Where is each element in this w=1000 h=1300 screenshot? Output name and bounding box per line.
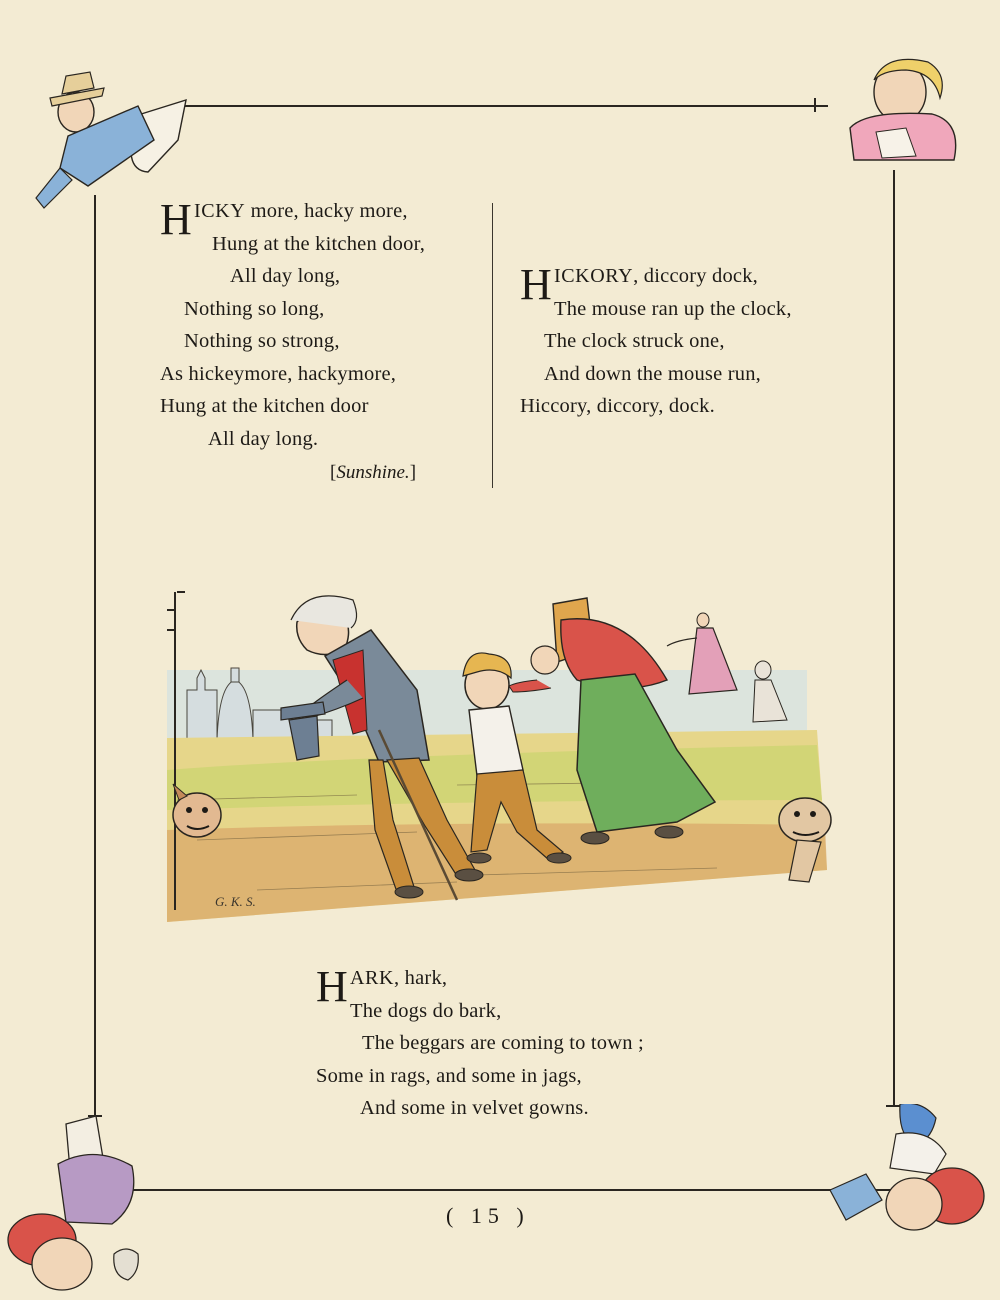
bracket-open: [ <box>330 462 337 483</box>
dropcap: H <box>316 962 348 1011</box>
poem-line: Some in rags, and some in jags, <box>316 1064 582 1087</box>
illustration-signature: G. K. S. <box>215 894 256 909</box>
first-word-caps: ICKY <box>193 200 246 222</box>
poem-line: Hung at the kitchen door <box>160 395 369 417</box>
corner-figure-bottom-right <box>826 1104 994 1254</box>
first-word-caps: ICKORY <box>553 265 634 287</box>
poem-line: As hickeymore, hackymore, <box>160 362 397 385</box>
frame-bottom-rule <box>94 1189 899 1191</box>
attribution <box>330 462 416 484</box>
poem-hicky-more <box>160 195 425 455</box>
poem-line: Nothing so strong, <box>184 330 340 352</box>
poem-first-line <box>520 260 780 293</box>
poem-line: And some in velvet gowns. <box>360 1097 589 1119</box>
corner-figure-top-right <box>836 52 976 172</box>
dropcap: H <box>160 195 192 244</box>
poem-line: The beggars are coming to town ; <box>362 1032 644 1054</box>
corner-figure-top-left <box>28 60 188 220</box>
poem-first-line <box>316 962 644 995</box>
poem-hark <box>316 962 644 1125</box>
frame-right-rule <box>893 170 895 1105</box>
poem-line: The mouse ran up the clock, <box>553 297 792 320</box>
poem-line: Hiccory, diccory, dock. <box>520 395 715 417</box>
poem-line: All day long, <box>230 265 341 287</box>
poem-line: The clock struck one, <box>544 330 725 352</box>
beggars-illustration <box>157 570 837 922</box>
corner-figure-bottom-left <box>4 1104 194 1300</box>
frame-top-rule <box>176 105 828 107</box>
bracket-close: ] <box>409 462 417 483</box>
first-word-caps: ARK <box>349 967 395 989</box>
frame-left-rule <box>94 195 96 1115</box>
poem-line: And down the mouse run, <box>544 362 761 385</box>
column-divider <box>492 203 493 488</box>
poem-line: Hung at the kitchen door, <box>212 232 426 255</box>
first-line-rest: , hark, <box>394 967 448 989</box>
poem-hickory <box>520 260 792 423</box>
page-number: ( 15 ) <box>446 1203 530 1228</box>
poem-line: Nothing so long, <box>184 297 325 320</box>
poem-first-line <box>160 195 425 228</box>
first-line-rest: more, hacky more, <box>245 200 408 222</box>
poem-line: All day long. <box>208 427 319 450</box>
first-line-rest: , diccory dock, <box>633 265 758 287</box>
dropcap: H <box>520 260 552 309</box>
frame-tick <box>814 98 816 112</box>
attribution-word: Sunshine. <box>336 462 410 483</box>
poem-line: The dogs do bark, <box>349 999 502 1022</box>
